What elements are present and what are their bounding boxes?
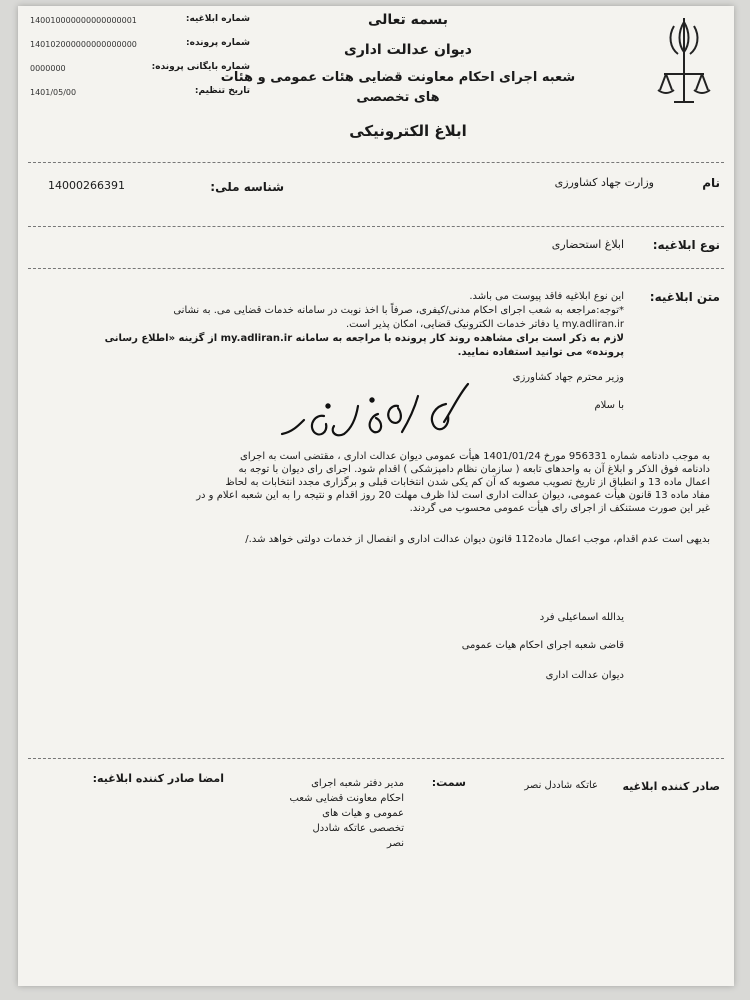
recipient-name-value: وزارت جهاد کشاورزی: [554, 176, 654, 189]
judge-name: یدالله اسماعیلی فرد: [539, 612, 624, 623]
meta-value-notice-number: 140010000000000000001: [30, 16, 137, 25]
meta-value-case-number: 140102000000000000000: [30, 40, 137, 49]
tracking-note-line-1: لازم به ذکر است برای مشاهده روند کار پرونده با مراجعه به سامانه my.adliran.ir از گزینه «اطلاع رسانی: [104, 333, 624, 344]
salutation-addressee: وزیر محترم جهاد کشاورزی: [512, 372, 624, 383]
tracking-note-line-2: پرونده» می توانید استفاده نمایید.: [457, 347, 624, 358]
divider: [28, 758, 724, 759]
issuer-value: عاتکه شاددل نصر: [524, 780, 598, 791]
meta-label-notice-number: شماره ابلاغیه:: [185, 14, 250, 24]
body-line-4: مفاد ماده 13 قانون هیأت عمومی، دیوان عدالت اداری است لذا ظرف مهلت 20 روز اقدام و نتیجه را به این شعبه اعلام و در: [196, 490, 710, 501]
notice-type-value: ابلاغ استحضاری: [551, 238, 624, 251]
document-page: [18, 6, 734, 986]
judge-role: قاضی شعبه اجرای احکام هیات عمومی: [461, 640, 624, 651]
meta-label-date: تاریخ تنظیم:: [194, 86, 250, 96]
position-value: [254, 776, 404, 851]
attention-note-line-1: *توجه:مراجعه به شعب اجرای احکام مدنی/کیفری، صرفاً با اخذ نوبت در سامانه خدمات قضایی می. به نشانی: [173, 305, 624, 316]
court-name: دیوان عدالت اداری: [344, 42, 472, 58]
handwritten-note-icon: [268, 376, 478, 446]
meta-block: [30, 12, 250, 102]
notice-body: [60, 450, 710, 515]
national-id-label: شناسه ملی:: [210, 180, 284, 194]
basmala-heading: بسمه تعالی: [367, 12, 449, 28]
document-title: ابلاغ الکترونیکی: [349, 122, 467, 140]
body-line-2: دادنامه فوق الذکر و ابلاغ آن به واحدهای تابعه ( سازمان نظام دامپزشکی ) اقدام شود. اجرای رای دیوان با توجه به: [238, 464, 710, 475]
divider: [28, 226, 724, 227]
position-line-4: تخصصی عاتکه شاددل: [312, 823, 404, 834]
issuer-label: صادر کننده ابلاغیه: [622, 780, 720, 793]
attachment-note: این نوع ابلاغیه فاقد پیوست می باشد.: [469, 291, 624, 302]
attention-note-line-2: my.adliran.ir یا دفاتر خدمات الکترونیک قضایی، امکان پذیر است.: [345, 319, 624, 330]
position-line-2: احکام معاونت قضایی شعب: [289, 793, 404, 804]
body-line-5: غیر این صورت مستنکف از اجرای رای هیأت عمومی محسوب می گردند.: [409, 503, 710, 514]
judge-organization: دیوان عدالت اداری: [545, 670, 624, 681]
body-line-3: اعمال ماده 13 و انطباق از تاریخ تصویب مصوبه که آن کم یکی شدن انتخابات قبلی و برگزاری مجدد انتخابات به لحاظ: [225, 477, 710, 488]
notice-text-label: متن ابلاغیه:: [649, 290, 720, 304]
body-conclusion: بدیهی است عدم اقدام، موجب اعمال ماده112 قانون دیوان عدالت اداری و انفصال از خدمات دولتی خواهد شد./: [245, 534, 710, 545]
divider: [28, 162, 724, 163]
national-id-value: 14000266391: [48, 179, 125, 192]
divider: [28, 268, 724, 269]
position-label: سمت:: [431, 776, 466, 789]
position-line-1: مدیر دفتر شعبه اجرای: [311, 778, 404, 789]
salutation-greeting: با سلام: [594, 400, 624, 411]
meta-value-date: 1401/05/00: [30, 88, 77, 97]
position-line-3: عمومی و هیات های: [322, 808, 404, 819]
meta-label-archive-number: شماره بایگانی پرونده:: [151, 62, 250, 72]
branch-line-1: شعبه اجرای احکام معاونت قضایی هئات عمومی و هئات: [220, 70, 576, 85]
notice-text-paragraph: [64, 290, 624, 360]
notice-type-label: نوع ابلاغیه:: [652, 238, 720, 252]
meta-value-archive-number: 0000000: [30, 64, 66, 73]
recipient-name-label: نام: [702, 176, 720, 190]
body-line-1: به موجب دادنامه شماره 956331 مورخ 1401/01/24 هیأت عمومی دیوان عدالت اداری ، مقتضی است به اجرای: [240, 451, 710, 462]
iran-emblem-icon: [652, 16, 716, 106]
issuer-signature-label: امضا صادر کننده ابلاغیه:: [92, 772, 224, 785]
position-line-5: نصر: [387, 838, 404, 849]
meta-label-case-number: شماره پرونده:: [186, 38, 250, 48]
branch-line-2: های تخصصی: [356, 90, 440, 105]
